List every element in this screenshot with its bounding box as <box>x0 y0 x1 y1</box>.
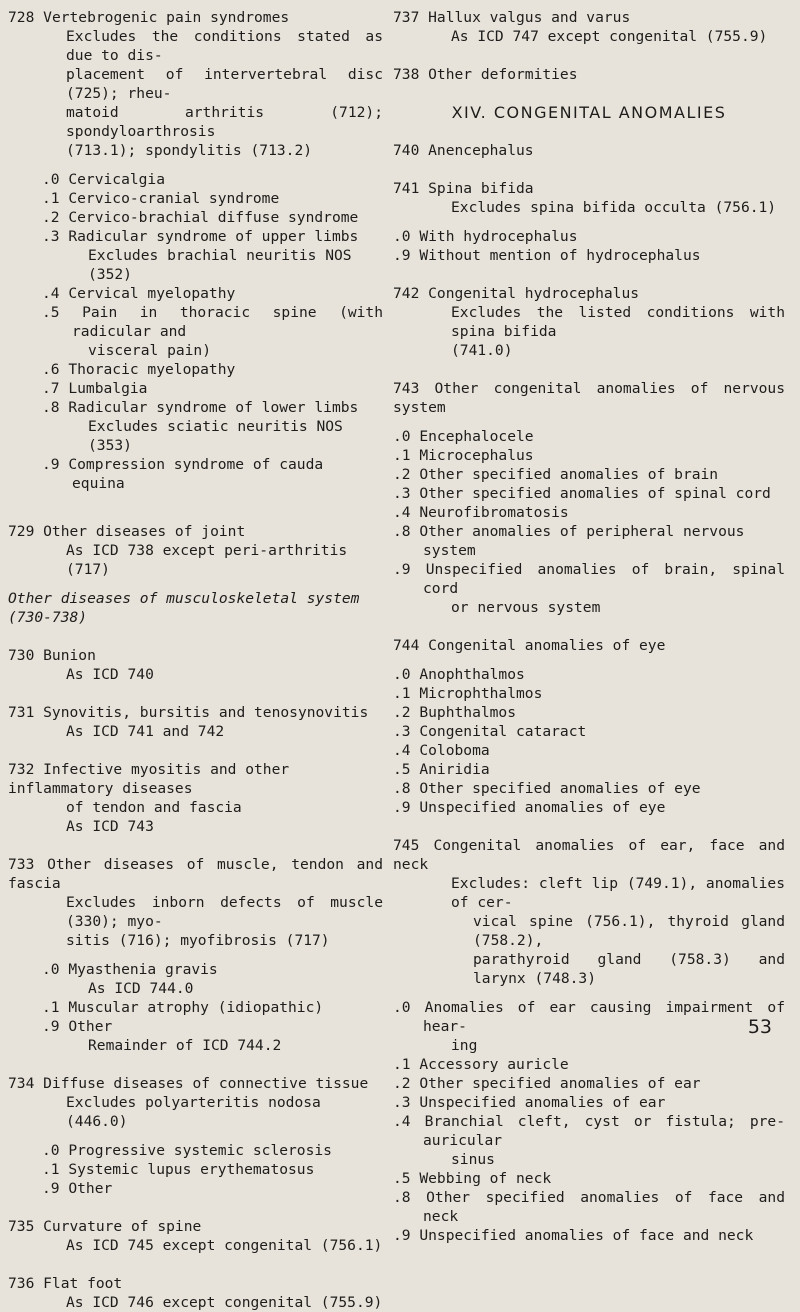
entry-736-title: 736 Flat foot <box>8 1275 123 1292</box>
entry-728-sub-9: .9 Compression syndrome of cauda equina <box>42 456 324 492</box>
entry-744-sub-8: .8 Other specified anomalies of eye <box>393 780 701 797</box>
entry-728-sub-6: .6 Thoracic myelopathy <box>42 361 236 378</box>
entry-733-sub-0-note: As ICD 744.0 <box>88 980 194 997</box>
entry-743-sub-1: .1 Microcephalus <box>393 447 534 464</box>
entry-745-sub-4-cont: sinus <box>451 1151 495 1168</box>
entry-744-title: 744 Congenital anomalies of eye <box>393 637 666 654</box>
entry-733-title: 733 Other diseases of muscle, tendon and fascia <box>8 856 383 892</box>
right-column <box>393 8 785 1245</box>
entry-732-title-cont: of tendon and fascia <box>66 799 242 816</box>
entry-742-excludes-2: (741.0) <box>451 342 513 359</box>
entry-733-sub-9-note: Remainder of ICD 744.2 <box>88 1037 282 1054</box>
entry-728-sub-3-excludes: Excludes brachial neuritis NOS (352) <box>88 247 352 283</box>
entry-743-title: 743 Other congenital anomalies of nervous system <box>393 380 785 416</box>
entry-732-note: As ICD 743 <box>66 818 154 835</box>
entry-745-excludes-1: Excludes: cleft lip (749.1), anomalies of cer- <box>451 875 785 911</box>
entry-728-sub-8: .8 Radicular syndrome of lower limbs <box>42 399 359 416</box>
entry-745-sub-3: .3 Unspecified anomalies of ear <box>393 1094 666 1111</box>
entry-733-sub-9: .9 Other <box>42 1018 113 1035</box>
entry-742-excludes-1: Excludes the listed conditions with spina bifida <box>451 304 785 340</box>
entry-744-sub-0: .0 Anophthalmos <box>393 666 525 683</box>
entry-731-note: As ICD 741 and 742 <box>66 723 225 740</box>
entry-737-note: As ICD 747 except congenital (755.9) <box>451 28 768 45</box>
entry-743-sub-9: .9 Unspecified anomalies of brain, spinal cord <box>393 561 785 597</box>
entry-728-excludes-1: Excludes the conditions stated as due to dis- <box>66 28 383 64</box>
entry-728-title: 728 Vertebrogenic pain syndromes <box>8 9 290 26</box>
entry-728-sub-8-excludes: Excludes sciatic neuritis NOS (353) <box>88 418 343 454</box>
entry-737-title: 737 Hallux valgus and varus <box>393 9 631 26</box>
entry-734-excludes: Excludes polyarteritis nodosa (446.0) <box>66 1094 321 1130</box>
entry-728-sub-1: .1 Cervico-cranial syndrome <box>42 190 280 207</box>
entry-731-title: 731 Synovitis, bursitis and tenosynovitis <box>8 704 369 721</box>
entry-729-note: As ICD 738 except peri-arthritis (717) <box>66 542 348 578</box>
entry-736-note: As ICD 746 except congenital (755.9) <box>66 1294 383 1311</box>
entry-728-excludes-2: placement of intervertebral disc (725); rheu- <box>66 66 383 102</box>
entry-741-sub-9: .9 Without mention of hydrocephalus <box>393 247 701 264</box>
entry-743-sub-4: .4 Neurofibromatosis <box>393 504 569 521</box>
entry-743-sub-2: .2 Other specified anomalies of brain <box>393 466 719 483</box>
entry-743-sub-0: .0 Encephalocele <box>393 428 534 445</box>
entry-743-sub-9-cont: or nervous system <box>451 599 601 616</box>
entry-745-sub-2: .2 Other specified anomalies of ear <box>393 1075 701 1092</box>
entry-740-title: 740 Anencephalus <box>393 142 534 159</box>
entry-743-sub-3: .3 Other specified anomalies of spinal cord <box>393 485 771 502</box>
entry-734-title: 734 Diffuse diseases of connective tissue <box>8 1075 369 1092</box>
entry-733-excludes-1: Excludes inborn defects of muscle (330); myo- <box>66 894 383 930</box>
entry-728-sub-3: .3 Radicular syndrome of upper limbs <box>42 228 359 245</box>
entry-728-sub-5-cont: visceral pain) <box>88 342 212 359</box>
entry-728-excludes-4: (713.1); spondylitis (713.2) <box>66 142 313 159</box>
entry-741-excludes: Excludes spina bifida occulta (756.1) <box>451 199 777 216</box>
entry-745-title: 745 Congenital anomalies of ear, face and neck <box>393 837 785 873</box>
entry-734-sub-9: .9 Other <box>42 1180 113 1197</box>
page-number: 53 <box>747 1016 772 1038</box>
entry-730-note: As ICD 740 <box>66 666 154 683</box>
entry-744-sub-3: .3 Congenital cataract <box>393 723 587 740</box>
entry-744-sub-5: .5 Aniridia <box>393 761 490 778</box>
entry-745-sub-0: .0 Anomalies of ear causing impairment of hear- <box>393 999 785 1035</box>
entry-745-excludes-3: parathyroid gland (758.3) and larynx (748.3) <box>473 951 785 987</box>
entry-732-title: 732 Infective myositis and other inflammatory diseases <box>8 761 290 797</box>
entry-743-sub-8: .8 Other anomalies of peripheral nervous system <box>393 523 745 559</box>
entry-738-title: 738 Other deformities <box>393 66 578 83</box>
entry-735-title: 735 Curvature of spine <box>8 1218 202 1235</box>
entry-733-sub-0: .0 Myasthenia gravis <box>42 961 218 978</box>
entry-745-sub-1: .1 Accessory auricle <box>393 1056 569 1073</box>
entry-728-sub-4: .4 Cervical myelopathy <box>42 285 236 302</box>
section-title-congenital: XIV. CONGENITAL ANOMALIES <box>451 103 727 122</box>
entry-741-sub-0: .0 With hydrocephalus <box>393 228 578 245</box>
entry-728-sub-0: .0 Cervicalgia <box>42 171 166 188</box>
entry-745-sub-5: .5 Webbing of neck <box>393 1170 552 1187</box>
entry-744-sub-4: .4 Coloboma <box>393 742 490 759</box>
entry-728-sub-5: .5 Pain in thoracic spine (with radicular and <box>42 304 383 340</box>
entry-744-sub-1: .1 Microphthalmos <box>393 685 543 702</box>
entry-734-sub-0: .0 Progressive systemic sclerosis <box>42 1142 332 1159</box>
entry-745-sub-4: .4 Branchial cleft, cyst or fistula; pre-auricular <box>393 1113 785 1149</box>
entry-744-sub-2: .2 Buphthalmos <box>393 704 517 721</box>
entry-742-title: 742 Congenital hydrocephalus <box>393 285 640 302</box>
entry-733-excludes-2: sitis (716); myofibrosis (717) <box>66 932 330 949</box>
entry-728-excludes-3: matoid arthritis (712); spondyloarthrosis <box>66 104 383 140</box>
entry-745-sub-0-cont: ing <box>451 1037 478 1054</box>
entry-728-sub-7: .7 Lumbalgia <box>42 380 148 397</box>
entry-733-sub-1: .1 Muscular atrophy (idiopathic) <box>42 999 324 1016</box>
entry-745-sub-9: .9 Unspecified anomalies of face and neck <box>393 1227 754 1244</box>
entry-728-sub-2: .2 Cervico-brachial diffuse syndrome <box>42 209 359 226</box>
entry-745-excludes-2: vical spine (756.1), thyroid gland (758.2), <box>473 913 785 949</box>
entry-729-title: 729 Other diseases of joint <box>8 523 246 540</box>
entry-735-note: As ICD 745 except congenital (756.1) <box>66 1237 383 1254</box>
section-heading-musculoskeletal: Other diseases of musculoskeletal system (730-738) <box>8 590 360 626</box>
left-column <box>8 8 383 1312</box>
entry-734-sub-1: .1 Systemic lupus erythematosus <box>42 1161 315 1178</box>
entry-730-title: 730 Bunion <box>8 647 96 664</box>
entry-745-sub-8: .8 Other specified anomalies of face and neck <box>393 1189 785 1225</box>
entry-741-title: 741 Spina bifida <box>393 180 534 197</box>
entry-744-sub-9: .9 Unspecified anomalies of eye <box>393 799 666 816</box>
